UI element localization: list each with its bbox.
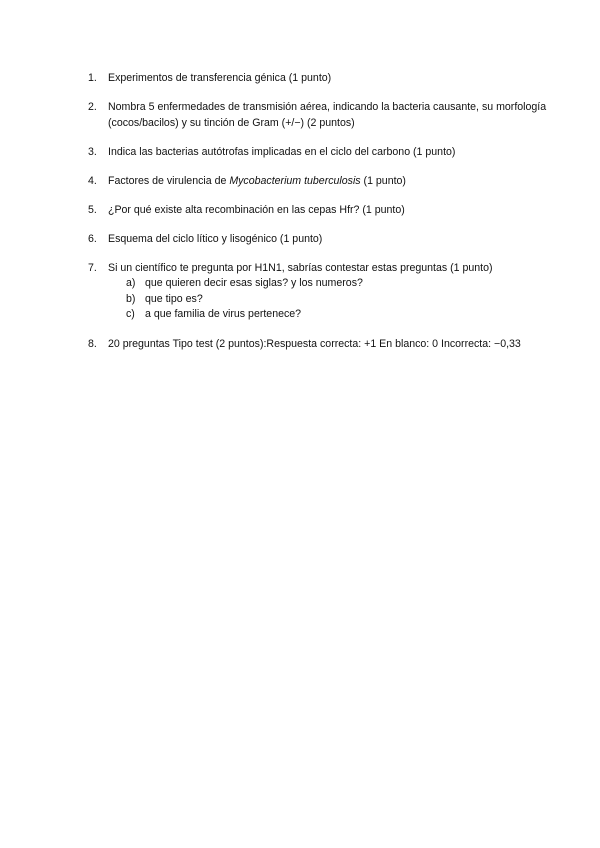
sub-question-label: a) xyxy=(126,277,136,289)
sub-question-c xyxy=(126,307,568,323)
question-list xyxy=(88,70,568,365)
question-number: 4. xyxy=(88,175,97,187)
question-text: 20 preguntas Tipo test (2 puntos):Respuesta correcta: +1 En blanco: 0 Incorrecta: −0,33 xyxy=(108,337,521,350)
question-text: Esquema del ciclo lítico y lisogénico (1 punto) xyxy=(108,233,323,245)
question-text: ¿Por qué existe alta recombinación en las cepas Hfr? (1 punto) xyxy=(108,204,405,216)
question-text xyxy=(108,173,568,189)
sub-question-label: b) xyxy=(126,292,136,305)
question-item-6 xyxy=(88,231,568,247)
question-item-4 xyxy=(88,173,568,189)
question-item-2 xyxy=(88,99,568,131)
question-item-1 xyxy=(88,70,568,86)
sub-question-text: a que familia de virus pertenece? xyxy=(145,308,302,320)
question-number: 3. xyxy=(88,146,97,158)
question-number: 2. xyxy=(88,101,97,113)
sub-question-text: que quieren decir esas siglas? y los numeros? xyxy=(145,277,363,289)
question-text: Indica las bacterias autótrofas implicadas en el ciclo del carbono (1 punto) xyxy=(108,146,456,158)
question-item-8 xyxy=(88,336,568,352)
sub-question-text: que tipo es? xyxy=(145,292,203,305)
sub-question-label: c) xyxy=(126,308,135,320)
question-text-end: (1 punto) xyxy=(360,175,406,187)
question-number: 7. xyxy=(88,262,97,274)
question-item-7 xyxy=(88,260,568,323)
question-item-5 xyxy=(88,202,568,218)
question-number: 5. xyxy=(88,204,97,216)
question-item-3 xyxy=(88,144,568,160)
question-text-start: Factores de virulencia de xyxy=(108,175,230,187)
sub-question-list xyxy=(108,276,568,323)
question-text: Si un científico te pregunta por H1N1, sabrías contestar estas preguntas (1 punto) xyxy=(108,262,493,274)
question-number: 6. xyxy=(88,233,97,245)
question-number: 1. xyxy=(88,72,97,84)
species-name: Mycobacterium tuberculosis xyxy=(229,175,361,187)
sub-question-a xyxy=(126,276,568,292)
question-text: Experimentos de transferencia génica (1 punto) xyxy=(108,72,332,84)
question-number: 8. xyxy=(88,337,97,350)
question-text: Nombra 5 enfermedades de transmisión aérea, indicando la bacteria causante, su morfología (cocos/bacilos) y su tinción de Gram (+/−) (2 puntos) xyxy=(108,101,547,129)
sub-question-b xyxy=(126,292,568,308)
